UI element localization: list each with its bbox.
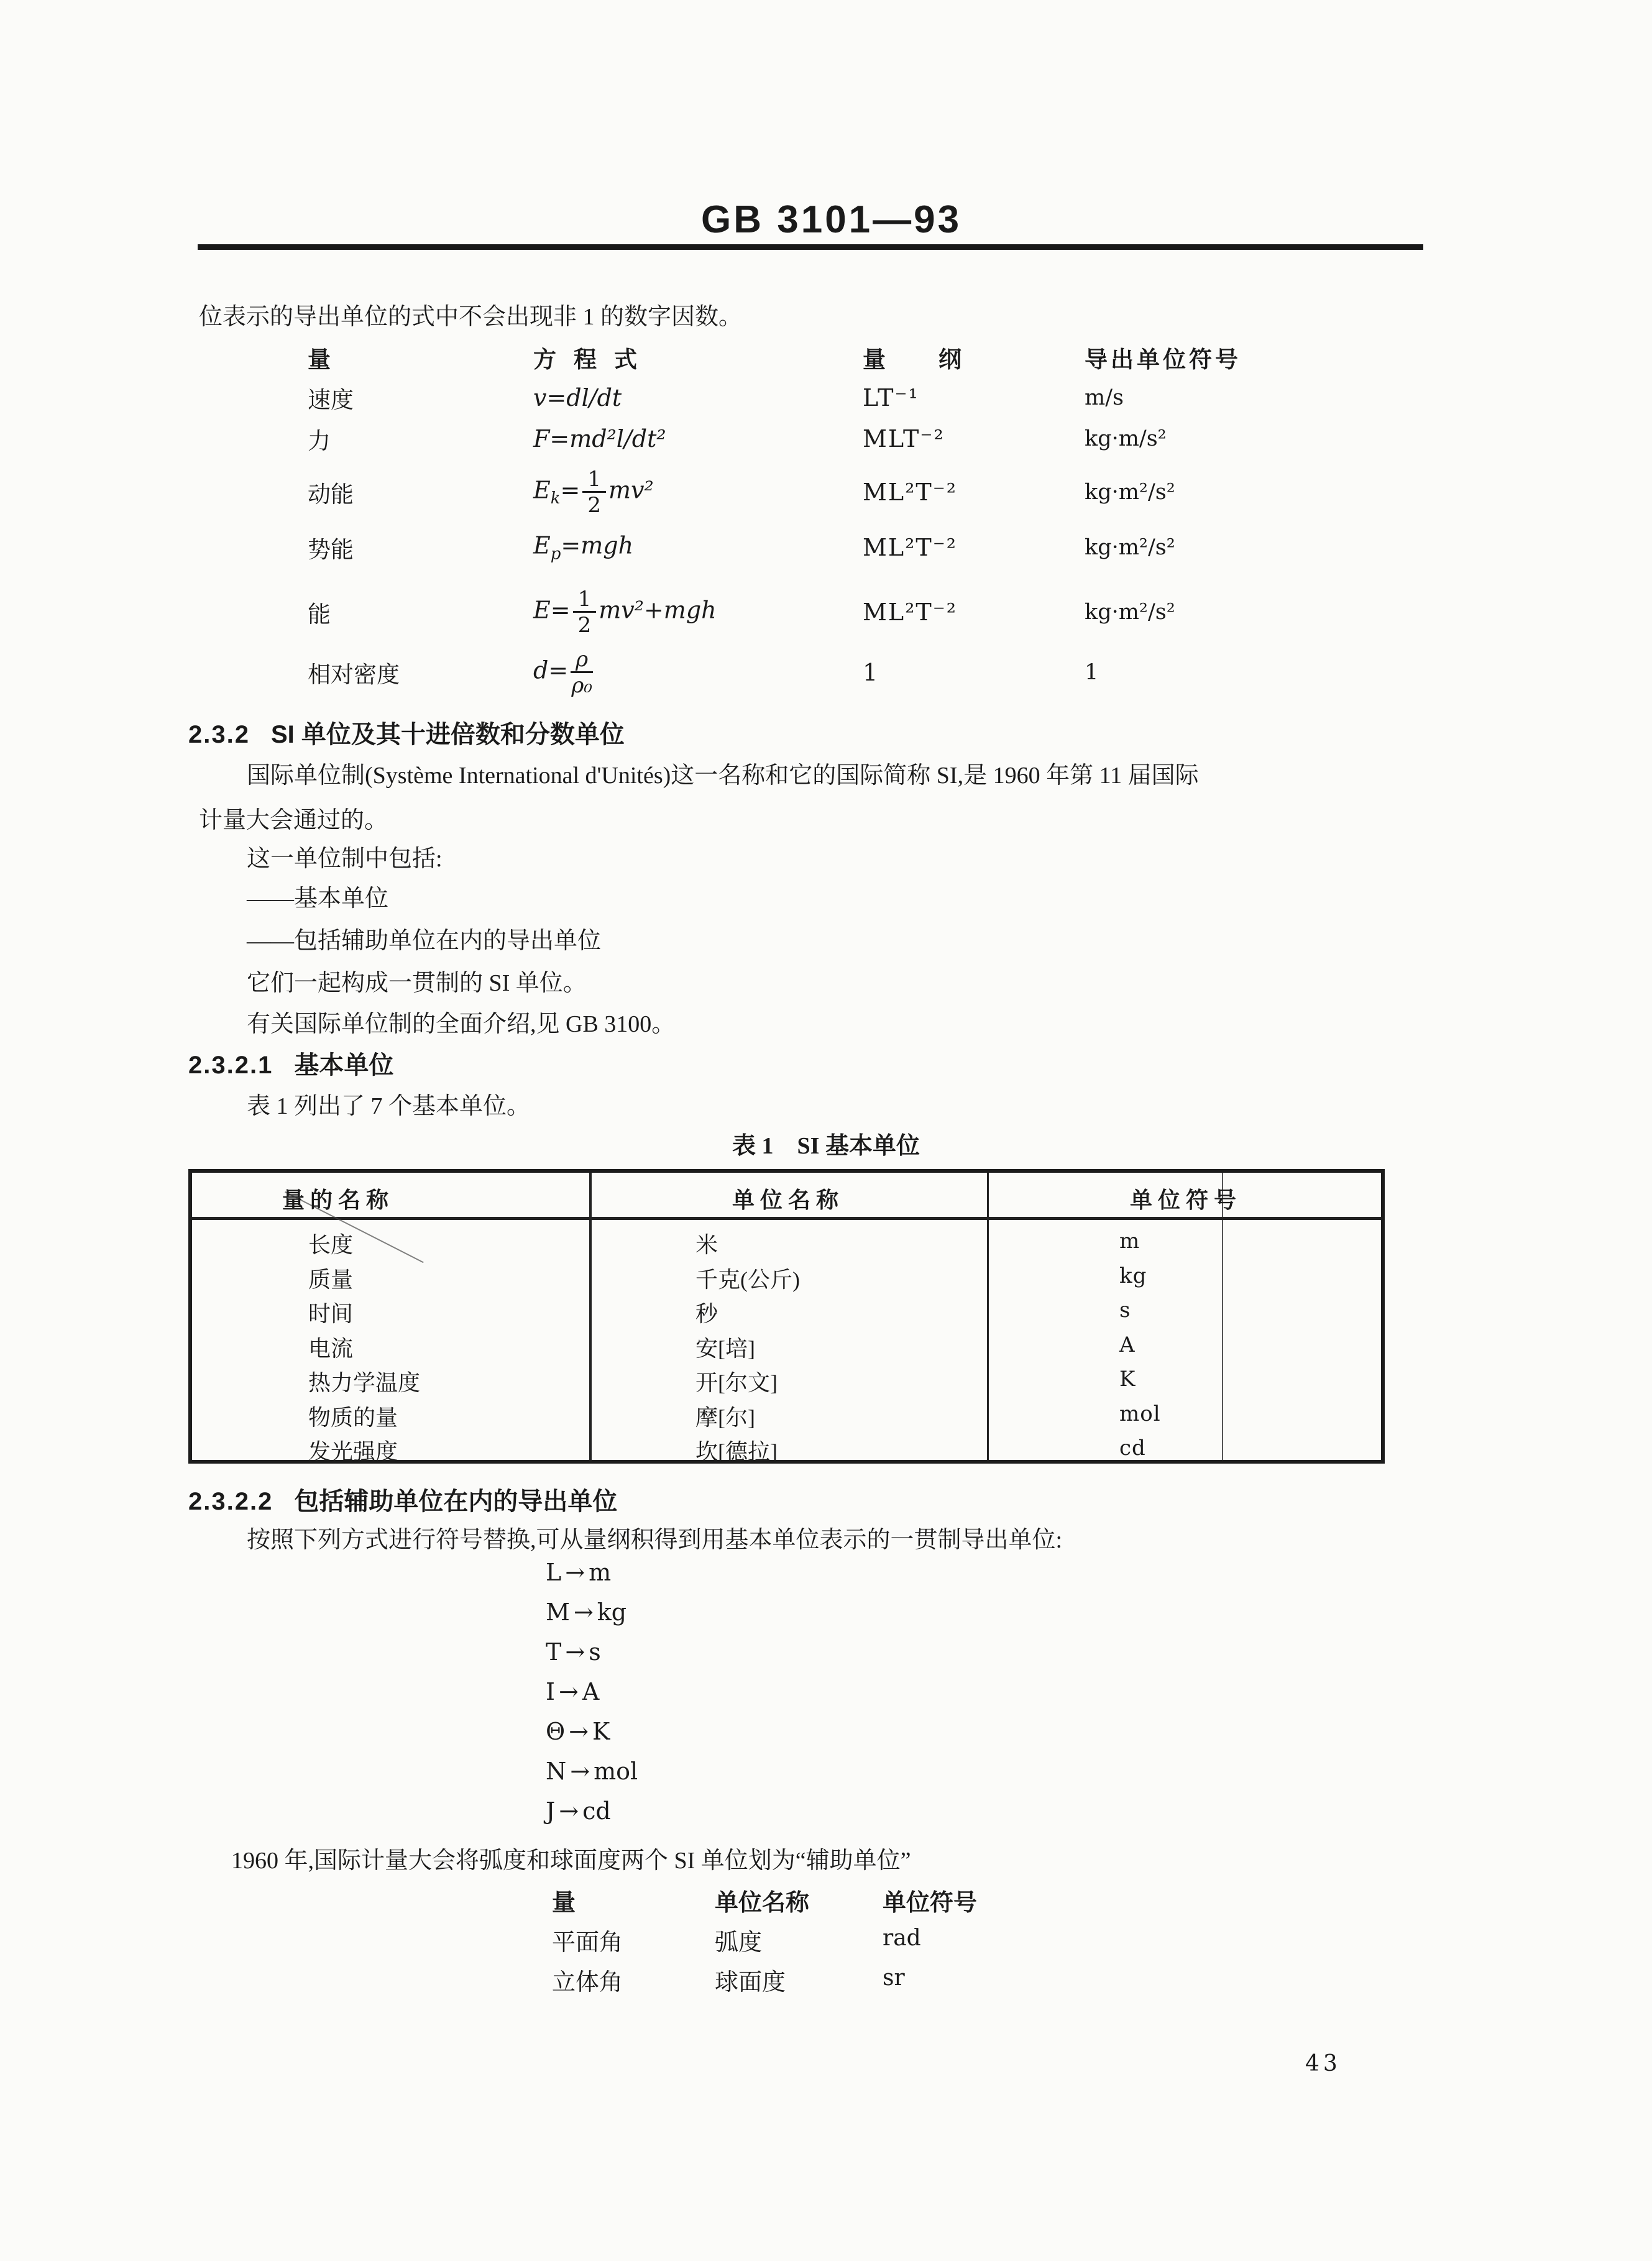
unit-symbol: kg·m²/s² xyxy=(1085,535,1175,560)
table-header-separator xyxy=(192,1217,1381,1220)
table-cell: 质量 xyxy=(308,1267,354,1292)
quantity-label: 速度 xyxy=(308,388,354,413)
paragraph-line: 表 1 列出了 7 个基本单位。 xyxy=(247,1093,531,1119)
table-cell: 时间 xyxy=(308,1301,354,1326)
section-number: 2.3.2 xyxy=(188,721,250,748)
fraction: $\frac{1}{2}$ xyxy=(573,589,597,636)
column-header-unit-symbol: 导出单位符号 xyxy=(1085,347,1241,373)
substitution-item: L → m xyxy=(546,1559,612,1586)
header-rule xyxy=(198,244,1423,250)
paragraph-line: 这一单位制中包括: xyxy=(247,846,443,872)
unit-symbol: m/s xyxy=(1085,385,1124,410)
substitution-item: M → kg xyxy=(546,1598,627,1626)
substitution-item: N → mol xyxy=(546,1758,638,1785)
table-cell: 球面度 xyxy=(715,1970,786,1996)
equation: F=md²l/dt² xyxy=(533,425,666,452)
arrow-icon: → xyxy=(573,1598,594,1626)
section-heading-2-3-2-2 xyxy=(188,1482,617,1517)
list-item: ——包括辅助单位在内的导出单位 xyxy=(247,928,602,954)
paragraph-line: 计量大会通过的。 xyxy=(199,807,388,833)
arrow-icon: → xyxy=(559,1678,579,1705)
standard-code: GB 3101—93 xyxy=(701,198,962,241)
dimension: MLT⁻² xyxy=(863,425,945,452)
table-cell: 开[尔文] xyxy=(695,1370,778,1395)
table-cell: cd xyxy=(1119,1436,1146,1461)
table-cell: m xyxy=(1119,1229,1140,1254)
arrow-icon: → xyxy=(569,1718,589,1745)
table-cell: 坎[德拉] xyxy=(695,1439,778,1464)
fraction: $\frac{\rho}{\text{ρ₀}}$ xyxy=(571,647,592,698)
unit-symbol: kg·m/s² xyxy=(1085,426,1167,451)
paragraph-line: 有关国际单位制的全面介绍,见 GB 3100。 xyxy=(247,1011,676,1037)
table-cell: rad xyxy=(883,1925,921,1951)
table-cell: 长度 xyxy=(308,1232,354,1257)
derived-table-header-row xyxy=(0,339,1652,376)
table-cell: 米 xyxy=(695,1232,718,1257)
dimension: LT⁻¹ xyxy=(863,384,919,411)
table-vertical-rule xyxy=(987,1173,989,1460)
aux-header-unit-symbol: 单位符号 xyxy=(883,1890,978,1916)
section-title: SI 单位及其十进倍数和分数单位 xyxy=(270,721,625,748)
section-title: 基本单位 xyxy=(294,1052,394,1079)
table-cell: kg xyxy=(1119,1264,1147,1288)
note-1960: 1960 年,国际计量大会将弧度和球面度两个 SI 单位划为“辅助单位” xyxy=(231,1848,911,1874)
column-header-dimension: 量纲 xyxy=(863,347,1014,373)
table1-header-unit-name: 单位名称 xyxy=(732,1188,844,1213)
table-cell: A xyxy=(1119,1332,1136,1357)
substitution-item: T → s xyxy=(546,1638,601,1666)
table-row xyxy=(0,461,1652,523)
dimension-substitution-list xyxy=(546,1552,638,1831)
table-vertical-rule xyxy=(1222,1173,1223,1460)
paragraph-line: 它们一起构成一贯制的 SI 单位。 xyxy=(247,970,587,996)
table-cell: 秒 xyxy=(695,1301,718,1326)
paragraph-line: 按照下列方式进行符号替换,可从量纲积得到用基本单位表示的一贯制导出单位: xyxy=(247,1527,1063,1553)
table-row xyxy=(0,379,1652,416)
unit-symbol: 1 xyxy=(1085,660,1099,685)
substitution-item: J → cd xyxy=(546,1797,611,1825)
table-cell: 电流 xyxy=(308,1336,354,1361)
intro-paragraph: 位表示的导出单位的式中不会出现非 1 的数字因数。 xyxy=(199,304,743,330)
table-row xyxy=(0,418,1652,459)
unit-symbol: kg·m²/s² xyxy=(1085,600,1175,625)
paragraph-line: 国际单位制(Système International d'Unités)这一名称和它的国际简称 SI,是 1960 年第 11 届国际 xyxy=(247,763,1199,789)
equation: v=dl/dt xyxy=(533,384,622,411)
page-number: 43 xyxy=(1305,2051,1341,2076)
aux-header-unit-name: 单位名称 xyxy=(715,1890,810,1916)
equation: $E_k=$ $\frac{1}{2}$ mv² xyxy=(533,467,654,518)
section-heading-2-3-2 xyxy=(188,715,625,750)
table-cell: 摩[尔] xyxy=(695,1405,755,1430)
arrow-icon: → xyxy=(565,1638,585,1666)
table-cell: 平面角 xyxy=(552,1930,623,1956)
section-number: 2.3.2.2 xyxy=(188,1488,273,1515)
table-cell: mol xyxy=(1119,1401,1161,1426)
dimension: ML²T⁻² xyxy=(863,598,958,626)
table-cell: 立体角 xyxy=(552,1970,623,1996)
table-cell: 热力学温度 xyxy=(308,1370,421,1395)
table-cell: 物质的量 xyxy=(308,1405,398,1430)
unit-symbol: kg·m²/s² xyxy=(1085,480,1175,505)
table-cell: 弧度 xyxy=(715,1930,763,1956)
fraction: $\frac{1}{2}$ xyxy=(582,469,606,516)
list-item: ——基本单位 xyxy=(247,886,389,912)
table-row xyxy=(0,578,1652,646)
table1-header-unit-symbol: 单位符号 xyxy=(1129,1188,1242,1213)
section-title: 包括辅助单位在内的导出单位 xyxy=(294,1488,618,1515)
table-cell: 千克(公斤) xyxy=(695,1267,800,1292)
table-cell: 发光强度 xyxy=(308,1439,398,1464)
section-heading-2-3-2-1 xyxy=(188,1045,393,1081)
column-header-equation: 方程式 xyxy=(533,347,654,373)
table-cell: 安[培] xyxy=(695,1336,755,1361)
quantity-label: 动能 xyxy=(308,482,354,508)
quantity-label: 力 xyxy=(308,429,331,454)
arrow-icon: → xyxy=(570,1758,590,1785)
equation: E= $\frac{1}{2}$ mv²+mgh xyxy=(533,587,717,638)
table-cell: K xyxy=(1119,1367,1136,1392)
equation: d= $\frac{\rho}{\text{ρ₀}}$ xyxy=(533,647,592,698)
dimension: ML²T⁻² xyxy=(863,479,958,506)
dimension: 1 xyxy=(863,659,879,686)
quantity-label: 势能 xyxy=(308,538,354,563)
si-base-units-table xyxy=(188,1169,1385,1464)
table-vertical-rule xyxy=(589,1173,592,1460)
table-row xyxy=(0,528,1652,567)
table1-caption: 表 1 SI 基本单位 xyxy=(732,1133,920,1159)
arrow-icon: → xyxy=(565,1559,585,1586)
table-row xyxy=(0,641,1652,704)
table-cell: s xyxy=(1119,1298,1131,1323)
quantity-label: 相对密度 xyxy=(308,663,400,688)
arrow-icon: → xyxy=(559,1797,579,1825)
equation: $E_p=mgh$ xyxy=(533,531,634,564)
table-cell: sr xyxy=(883,1965,905,1991)
table1-header-quantity-name: 量的名称 xyxy=(282,1188,395,1213)
substitution-item: I → A xyxy=(546,1678,600,1705)
column-header-quantity: 量 xyxy=(308,347,331,373)
section-number: 2.3.2.1 xyxy=(188,1052,273,1079)
substitution-item: Θ → K xyxy=(546,1718,610,1745)
aux-header-quantity: 量 xyxy=(552,1890,576,1916)
quantity-label: 能 xyxy=(308,602,331,628)
dimension: ML²T⁻² xyxy=(863,534,958,561)
